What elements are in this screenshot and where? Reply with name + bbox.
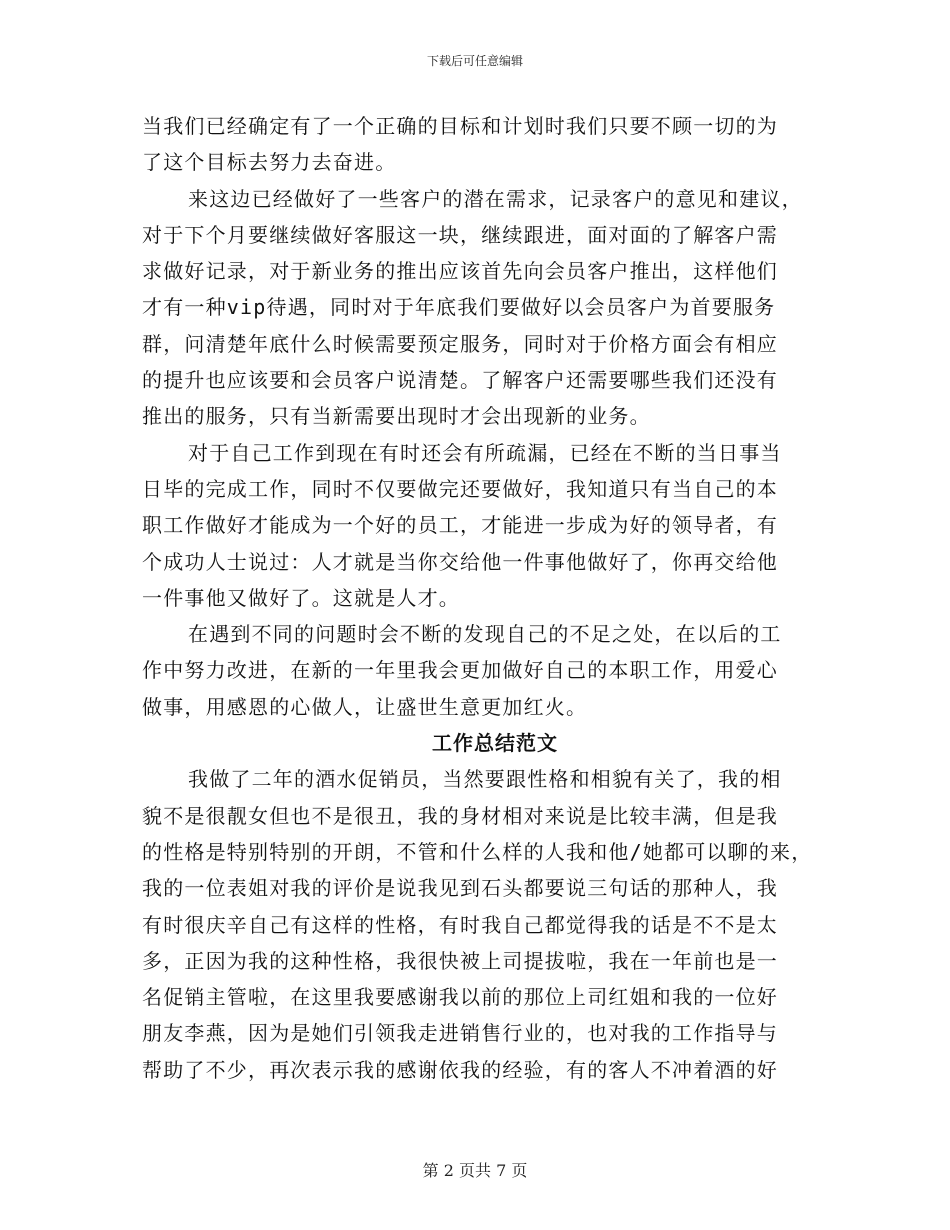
paragraph-line: 推出的服务，只有当新需要出现时才会出现新的业务。: [142, 404, 651, 429]
paragraph-line: 我做了二年的酒水促销员，当然要跟性格和相貌有关了，我的相: [188, 767, 782, 792]
document-body: [142, 108, 822, 1088]
paragraph-line: 对于自己工作到现在有时还会有所疏漏，已经在不断的当日事当: [188, 440, 782, 465]
section-title: 工作总结范文: [432, 731, 558, 756]
page-footer: 第 2 页共 7 页: [422, 1161, 528, 1180]
header-note: 下载后可任意编辑: [426, 54, 523, 68]
paragraph-line: 群，问清楚年底什么时候需要预定服务，同时对于价格方面会有相应: [142, 331, 778, 356]
paragraph-line: 一件事他又做好了。这就是人才。: [142, 585, 460, 610]
paragraph-line: 求做好记录，对于新业务的推出应该首先向会员客户推出，这样他们: [142, 259, 778, 284]
paragraph-line: 职工作做好才能成为一个好的员工，才能进一步成为好的领导者，有: [142, 513, 778, 538]
paragraph-line: 有时很庆辛自己有这样的性格，有时我自己都觉得我的话是不不是太: [142, 912, 778, 937]
paragraph-line: 对于下个月要继续做好客服这一块，继续跟进，面对面的了解客户需: [142, 222, 778, 247]
paragraph-line: 我的一位表姐对我的评价是说我见到石头都要说三句话的那种人，我: [142, 876, 778, 901]
paragraph-line: 朋友李燕，因为是她们引领我走进销售行业的，也对我的工作指导与: [142, 1021, 778, 1046]
paragraph-line: 做事，用感恩的心做人，让盛世生意更加红火。: [142, 694, 588, 719]
paragraph-line: 了这个目标去努力去奋进。: [142, 150, 397, 175]
paragraph-line: 多，正因为我的这种性格，我很快被上司提拔啦，我在一年前也是一: [142, 948, 778, 973]
paragraph-line: 日毕的完成工作，同时不仅要做完还要做好，我知道只有当自己的本: [142, 476, 778, 501]
paragraph-line: 个成功人士说过：人才就是当你交给他一件事他做好了，你再交给他: [142, 549, 778, 574]
paragraph-line: 的提升也应该要和会员客户说清楚。了解客户还需要哪些我们还没有: [142, 368, 778, 393]
paragraph-line: 当我们已经确定有了一个正确的目标和计划时我们只要不顾一切的为: [142, 114, 778, 138]
paragraph-line: 在遇到不同的问题时会不断的发现自己的不足之处，在以后的工: [188, 622, 782, 647]
paragraph-line: 帮助了不少，再次表示我的感谢依我的经验，有的客人不冲着酒的好: [142, 1057, 778, 1082]
paragraph-line: 作中努力改进，在新的一年里我会更加做好自己的本职工作，用爱心: [142, 658, 778, 683]
paragraph-line: 才有一种vip待遇，同时对于年底我们要做好以会员客户为首要服务: [142, 295, 776, 320]
paragraph-line: 的性格是特别特别的开朗，不管和什么样的人我和他/她都可以聊的来，: [142, 839, 813, 864]
paragraph-line: 来这边已经做好了一些客户的潜在需求，记录客户的意见和建议，: [188, 186, 803, 211]
paragraph-line: 名促销主管啦，在这里我要感谢我以前的那位上司红姐和我的一位好: [142, 985, 778, 1010]
paragraph-line: 貌不是很靓女但也不是很丑，我的身材相对来说是比较丰满，但是我: [142, 803, 778, 828]
